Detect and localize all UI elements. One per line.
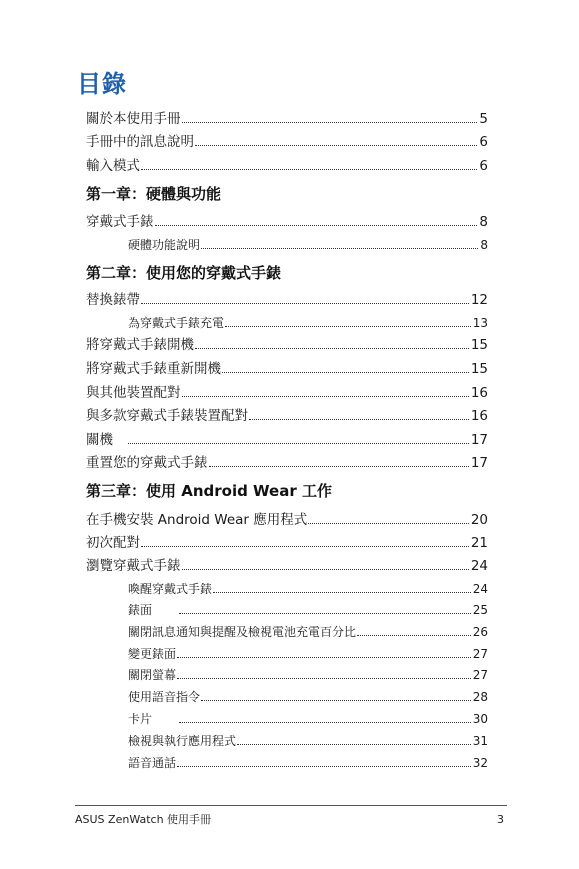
toc-entry-label: 重置您的穿戴式手錶 (86, 455, 208, 471)
toc-entry[interactable] (86, 212, 488, 230)
toc-entry-page: 27 (472, 647, 488, 661)
toc-leader-dots (141, 303, 469, 304)
toc-entry-page: 5 (479, 111, 488, 127)
chapter-heading: 第二章：使用您的穿戴式手錶 (86, 264, 282, 282)
toc-entry-page: 6 (479, 134, 488, 150)
toc-entry-label: 為穿戴式手錶充電 (128, 316, 225, 330)
toc-entry[interactable] (86, 290, 488, 308)
toc-leader-dots (141, 169, 477, 170)
toc-entry[interactable] (86, 109, 488, 127)
toc-leader-dots (182, 569, 469, 570)
toc-entry-page: 16 (470, 385, 488, 401)
toc-entry-label: 檢視與執行應用程式 (128, 734, 237, 748)
toc-entry[interactable] (86, 533, 488, 551)
toc-entry-page: 16 (470, 408, 488, 424)
toc-entry-page: 24 (472, 582, 488, 596)
toc-entry-label: 錶面 (128, 603, 153, 617)
toc-leader-dots (201, 700, 471, 701)
toc-entry[interactable] (86, 383, 488, 401)
toc-leader-dots (179, 613, 471, 614)
toc-entry-label: 瀏覽穿戴式手錶 (86, 558, 181, 574)
toc-leader-dots (225, 326, 471, 327)
toc-subentry[interactable] (128, 731, 488, 749)
toc-entry-page: 13 (472, 316, 488, 330)
toc-entry[interactable] (86, 556, 488, 574)
chapter-heading: 第三章：使用 Android Wear 工作 (86, 482, 332, 500)
toc-subentry[interactable] (128, 235, 488, 253)
toc-subentry[interactable] (128, 313, 488, 331)
toc-leader-dots (357, 635, 471, 636)
toc-entry-page: 6 (479, 158, 488, 174)
toc-entry-label: 喚醒穿戴式手錶 (128, 582, 213, 596)
toc-subentry[interactable] (128, 753, 488, 771)
toc-entry[interactable] (86, 453, 488, 471)
toc-entry-label: 將穿戴式手錶開機 (86, 337, 194, 353)
toc-entry-label: 穿戴式手錶 (86, 214, 154, 230)
toc-entry-label: 變更錶面 (128, 647, 177, 661)
toc-entry[interactable] (86, 510, 488, 528)
toc-entry-label: 關閉訊息通知與提醒及檢視電池充電百分比 (128, 625, 357, 639)
toc-leader-dots (213, 592, 471, 593)
toc-entry-page: 8 (480, 238, 488, 252)
toc-entry-label: 將穿戴式手錶重新開機 (86, 361, 221, 377)
toc-leader-dots (308, 523, 469, 524)
toc-leader-dots (155, 225, 478, 226)
footer-divider (75, 805, 507, 806)
toc-entry-label: 關於本使用手冊 (86, 111, 181, 127)
toc-entry[interactable] (86, 430, 488, 448)
toc-entry-label: 在手機安裝 Android Wear 應用程式 (86, 512, 308, 528)
toc-entry-page: 26 (472, 625, 488, 639)
toc-entry-page: 15 (470, 337, 488, 353)
toc-entry-label: 初次配對 (86, 535, 140, 551)
toc-entry-label: 與其他裝置配對 (86, 385, 181, 401)
toc-leader-dots (177, 678, 471, 679)
toc-leader-dots (128, 443, 469, 444)
toc-entry-page: 12 (470, 292, 488, 308)
toc-entry-label: 使用語音指令 (128, 690, 201, 704)
toc-subentry[interactable] (128, 665, 488, 683)
toc-leader-dots (195, 348, 469, 349)
toc-entry[interactable] (86, 359, 488, 377)
toc-leader-dots (141, 546, 469, 547)
footer-page-number: 3 (497, 813, 504, 826)
toc-leader-dots (237, 744, 471, 745)
toc-subentry[interactable] (128, 644, 488, 662)
toc-entry-page: 17 (470, 432, 488, 448)
toc-entry-page: 20 (470, 512, 488, 528)
toc-entry-page: 8 (479, 214, 488, 230)
toc-entry-page: 15 (470, 361, 488, 377)
toc-entry-label: 卡片 (128, 712, 153, 726)
toc-leader-dots (177, 766, 471, 767)
toc-entry[interactable] (86, 335, 488, 353)
toc-entry-label: 語音通話 (128, 756, 177, 770)
toc-entry-page: 27 (472, 668, 488, 682)
toc-entry-page: 25 (472, 603, 488, 617)
toc-entry-page: 30 (472, 712, 488, 726)
toc-subentry[interactable] (128, 579, 488, 597)
toc-entry-label: 輸入模式 (86, 158, 140, 174)
toc-entry-label: 關閉螢幕 (128, 668, 177, 682)
toc-entry-page: 28 (472, 690, 488, 704)
toc-subentry[interactable] (128, 622, 488, 640)
toc-entry[interactable] (86, 406, 488, 424)
toc-leader-dots (201, 248, 478, 249)
toc-entry-page: 17 (470, 455, 488, 471)
toc-entry-label: 手冊中的訊息說明 (86, 134, 194, 150)
toc-entry-label: 替換錶帶 (86, 292, 140, 308)
toc-entry[interactable] (86, 132, 488, 150)
toc-subentry[interactable] (128, 687, 488, 705)
toc-entry[interactable] (86, 156, 488, 174)
toc-entry-page: 21 (470, 535, 488, 551)
toc-entry-page: 24 (470, 558, 488, 574)
toc-leader-dots (177, 657, 471, 658)
toc-leader-dots (195, 145, 477, 146)
footer-title: ASUS ZenWatch 使用手冊 (75, 813, 212, 826)
toc-leader-dots (182, 396, 469, 397)
page-title: 目錄 (77, 70, 127, 98)
toc-leader-dots (209, 466, 469, 467)
toc-entry-page: 31 (472, 734, 488, 748)
toc-subentry[interactable] (128, 600, 488, 618)
toc-entry-label: 硬體功能說明 (128, 238, 201, 252)
toc-leader-dots (222, 372, 469, 373)
toc-entry-page: 32 (472, 756, 488, 770)
toc-leader-dots (249, 419, 469, 420)
toc-subentry[interactable] (128, 709, 488, 727)
toc-entry-label: 關機 (86, 432, 113, 448)
toc-leader-dots (182, 122, 478, 123)
toc-leader-dots (179, 722, 471, 723)
toc-entry-label: 與多款穿戴式手錶裝置配對 (86, 408, 248, 424)
chapter-heading: 第一章：硬體與功能 (86, 185, 222, 203)
